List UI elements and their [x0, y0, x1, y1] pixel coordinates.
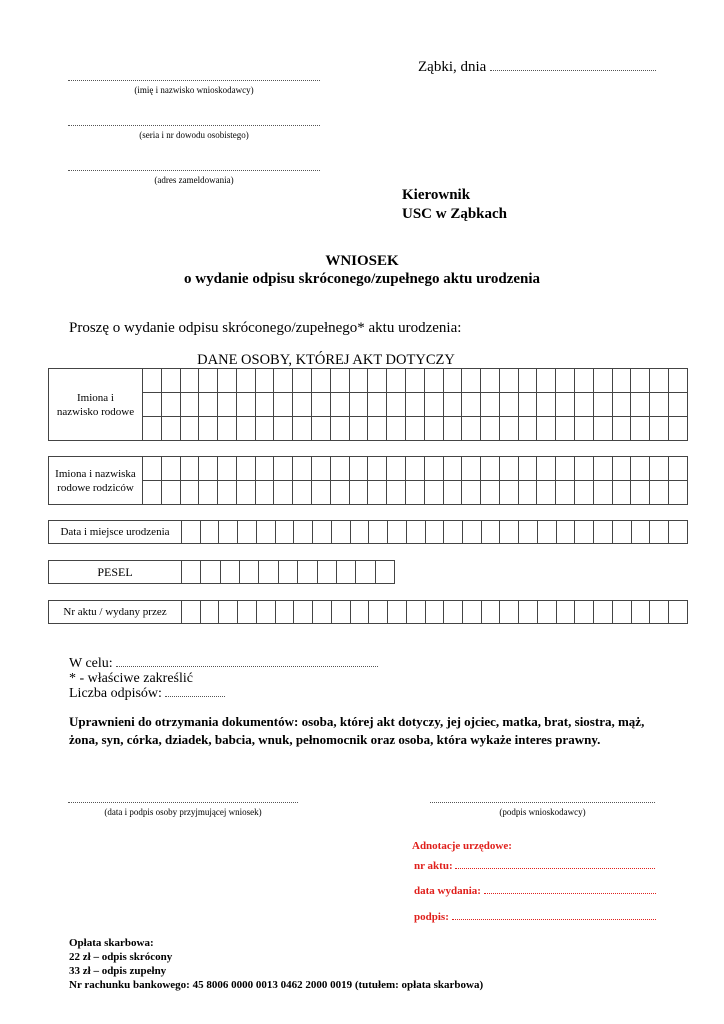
- input-cell[interactable]: [612, 481, 631, 505]
- input-cell[interactable]: [406, 521, 425, 544]
- input-cell[interactable]: [556, 601, 575, 624]
- input-cell[interactable]: [612, 601, 631, 624]
- input-cell[interactable]: [424, 457, 443, 481]
- purpose-label: W celu:: [69, 656, 113, 671]
- input-cell[interactable]: [669, 601, 688, 624]
- input-cell[interactable]: [275, 521, 294, 544]
- input-cell[interactable]: [669, 521, 688, 544]
- id-card-field[interactable]: [68, 125, 320, 126]
- input-cell[interactable]: [180, 369, 199, 393]
- copies-label: Liczba odpisów:: [69, 686, 162, 701]
- input-cell[interactable]: [375, 561, 394, 584]
- input-cell[interactable]: [278, 561, 297, 584]
- input-cell[interactable]: [143, 457, 162, 481]
- input-cell[interactable]: [199, 393, 218, 417]
- receiver-signature-field[interactable]: [68, 802, 298, 803]
- input-cell[interactable]: [575, 601, 594, 624]
- input-cell[interactable]: [180, 457, 199, 481]
- input-cell[interactable]: [182, 561, 201, 584]
- input-cell[interactable]: [294, 521, 313, 544]
- input-cell[interactable]: [199, 457, 218, 481]
- input-cell[interactable]: [312, 393, 331, 417]
- input-cell[interactable]: [180, 393, 199, 417]
- input-cell[interactable]: [143, 481, 162, 505]
- input-cell[interactable]: [668, 481, 687, 505]
- title-line1: WNIOSEK: [325, 253, 399, 269]
- input-cell[interactable]: [349, 481, 368, 505]
- purpose-row: [69, 656, 378, 672]
- input-cell[interactable]: [500, 601, 519, 624]
- stamp-duty-info: [69, 936, 483, 992]
- addressee: [402, 186, 507, 224]
- input-cell[interactable]: [631, 369, 650, 393]
- input-cell[interactable]: [312, 417, 331, 441]
- pesel-grid: [48, 560, 395, 584]
- input-cell[interactable]: [556, 417, 575, 441]
- input-cell[interactable]: [593, 369, 612, 393]
- input-cell[interactable]: [594, 601, 613, 624]
- input-cell[interactable]: [312, 481, 331, 505]
- input-cell[interactable]: [650, 417, 669, 441]
- input-cell[interactable]: [200, 601, 219, 624]
- input-cell[interactable]: [574, 481, 593, 505]
- input-cell[interactable]: [312, 457, 331, 481]
- input-cell[interactable]: [274, 417, 293, 441]
- input-cell[interactable]: [499, 417, 518, 441]
- input-cell[interactable]: [518, 457, 537, 481]
- input-cell[interactable]: [631, 393, 650, 417]
- input-cell[interactable]: [387, 457, 406, 481]
- addressee-line1: Kierownik: [402, 187, 471, 203]
- official-signature-row: podpis:: [414, 911, 656, 923]
- input-cell[interactable]: [236, 457, 255, 481]
- input-cell[interactable]: [650, 393, 669, 417]
- input-cell[interactable]: [424, 481, 443, 505]
- input-cell[interactable]: [481, 457, 500, 481]
- input-cell[interactable]: [424, 369, 443, 393]
- input-cell[interactable]: [462, 369, 481, 393]
- input-cell[interactable]: [537, 417, 556, 441]
- input-cell[interactable]: [388, 601, 407, 624]
- input-cell[interactable]: [631, 417, 650, 441]
- fee-title: Opłata skarbowa:: [69, 937, 154, 949]
- input-cell[interactable]: [368, 457, 387, 481]
- input-cell[interactable]: [405, 369, 424, 393]
- input-cell[interactable]: [255, 457, 274, 481]
- input-cell[interactable]: [218, 457, 237, 481]
- applicant-name-field[interactable]: [68, 80, 320, 81]
- applicant-name-caption: (imię i nazwisko wnioskodawcy): [134, 85, 254, 95]
- input-cell[interactable]: [218, 417, 237, 441]
- input-cell[interactable]: [298, 561, 317, 584]
- fee-short: 22 zł – odpis skrócony: [69, 951, 173, 963]
- address-caption: (adres zameldowania): [154, 175, 234, 185]
- input-cell[interactable]: [612, 393, 631, 417]
- input-cell[interactable]: [631, 457, 650, 481]
- input-cell[interactable]: [255, 393, 274, 417]
- input-cell[interactable]: [499, 457, 518, 481]
- input-cell[interactable]: [574, 417, 593, 441]
- input-cell[interactable]: [556, 369, 575, 393]
- input-cell[interactable]: [350, 521, 369, 544]
- official-act-field[interactable]: [455, 868, 655, 869]
- official-act-row: nr aktu:: [414, 860, 655, 872]
- input-cell[interactable]: [256, 521, 275, 544]
- input-cell[interactable]: [293, 369, 312, 393]
- input-cell[interactable]: [405, 417, 424, 441]
- names-label: Imiona i nazwisko rodowe: [49, 369, 143, 441]
- input-cell[interactable]: [650, 521, 669, 544]
- input-cell[interactable]: [143, 393, 162, 417]
- input-cell[interactable]: [293, 457, 312, 481]
- fee-full: 33 zł – odpis zupełny: [69, 965, 167, 977]
- input-cell[interactable]: [405, 481, 424, 505]
- input-cell[interactable]: [462, 393, 481, 417]
- act-label: Nr aktu / wydany przez: [49, 601, 182, 624]
- input-cell[interactable]: [650, 481, 669, 505]
- date-field[interactable]: [490, 70, 656, 71]
- input-cell[interactable]: [424, 417, 443, 441]
- input-cell[interactable]: [368, 417, 387, 441]
- input-cell[interactable]: [387, 481, 406, 505]
- input-cell[interactable]: [331, 521, 350, 544]
- section-heading: DANE OSOBY, KTÓREJ AKT DOTYCZY: [197, 352, 455, 368]
- input-cell[interactable]: [574, 369, 593, 393]
- input-cell[interactable]: [349, 393, 368, 417]
- input-cell[interactable]: [236, 393, 255, 417]
- input-cell[interactable]: [537, 393, 556, 417]
- input-cell[interactable]: [274, 457, 293, 481]
- input-cell[interactable]: [631, 521, 650, 544]
- input-cell[interactable]: [255, 417, 274, 441]
- input-cell[interactable]: [274, 369, 293, 393]
- input-cell[interactable]: [463, 521, 482, 544]
- applicant-signature-field[interactable]: [430, 802, 655, 803]
- input-cell[interactable]: [356, 561, 375, 584]
- input-cell[interactable]: [462, 457, 481, 481]
- input-cell[interactable]: [537, 601, 556, 624]
- input-cell[interactable]: [650, 369, 669, 393]
- input-cell[interactable]: [180, 417, 199, 441]
- title-line2: o wydanie odpisu skróconego/zupełnego aktu urodzenia: [183, 271, 541, 287]
- birth-label: Data i miejsce urodzenia: [49, 521, 182, 544]
- input-cell[interactable]: [313, 521, 332, 544]
- input-cell[interactable]: [293, 481, 312, 505]
- input-cell[interactable]: [500, 521, 519, 544]
- input-cell[interactable]: [219, 601, 238, 624]
- input-cell[interactable]: [424, 393, 443, 417]
- input-cell[interactable]: [575, 521, 594, 544]
- input-cell[interactable]: [593, 417, 612, 441]
- input-cell[interactable]: [143, 417, 162, 441]
- input-cell[interactable]: [537, 457, 556, 481]
- address-field[interactable]: [68, 170, 320, 171]
- input-cell[interactable]: [443, 457, 462, 481]
- input-cell[interactable]: [443, 393, 462, 417]
- id-card-caption: (seria i nr dowodu osobistego): [139, 130, 249, 140]
- input-cell[interactable]: [236, 481, 255, 505]
- input-cell[interactable]: [499, 481, 518, 505]
- input-cell[interactable]: [161, 369, 180, 393]
- input-cell[interactable]: [463, 601, 482, 624]
- parents-label: Imiona i nazwiska rodowe rodziców: [49, 457, 143, 505]
- input-cell[interactable]: [518, 369, 537, 393]
- input-cell[interactable]: [594, 521, 613, 544]
- input-cell[interactable]: [161, 457, 180, 481]
- input-cell[interactable]: [349, 457, 368, 481]
- input-cell[interactable]: [294, 601, 313, 624]
- input-cell[interactable]: [368, 393, 387, 417]
- input-cell[interactable]: [161, 417, 180, 441]
- input-cell[interactable]: [330, 481, 349, 505]
- input-cell[interactable]: [218, 369, 237, 393]
- addressee-line2: USC w Ząbkach: [402, 206, 508, 222]
- input-cell[interactable]: [462, 481, 481, 505]
- pesel-label: PESEL: [49, 561, 182, 584]
- input-cell[interactable]: [199, 369, 218, 393]
- input-cell[interactable]: [518, 393, 537, 417]
- input-cell[interactable]: [369, 521, 388, 544]
- input-cell[interactable]: [199, 417, 218, 441]
- input-cell[interactable]: [368, 481, 387, 505]
- input-cell[interactable]: [201, 561, 220, 584]
- copies-row: [69, 686, 225, 702]
- receiver-signature-caption: (data i podpis osoby przyjmującej wniosek): [104, 807, 262, 817]
- input-cell[interactable]: [387, 393, 406, 417]
- input-cell[interactable]: [612, 521, 631, 544]
- input-cell[interactable]: [238, 521, 257, 544]
- copies-field[interactable]: [165, 696, 225, 697]
- input-cell[interactable]: [293, 417, 312, 441]
- official-annotations-title: Adnotacje urzędowe:: [412, 840, 512, 852]
- input-cell[interactable]: [236, 417, 255, 441]
- input-cell[interactable]: [368, 369, 387, 393]
- input-cell[interactable]: [255, 481, 274, 505]
- input-cell[interactable]: [574, 393, 593, 417]
- input-cell[interactable]: [369, 601, 388, 624]
- input-cell[interactable]: [236, 369, 255, 393]
- input-cell[interactable]: [650, 457, 669, 481]
- input-cell[interactable]: [387, 369, 406, 393]
- input-cell[interactable]: [182, 601, 201, 624]
- input-cell[interactable]: [274, 393, 293, 417]
- input-cell[interactable]: [556, 481, 575, 505]
- input-cell[interactable]: [462, 417, 481, 441]
- intro-text: Proszę o wydanie odpisu skróconego/zupełnego* aktu urodzenia:: [69, 320, 462, 336]
- city-date-label: Ząbki, dnia: [418, 59, 487, 75]
- input-cell[interactable]: [256, 601, 275, 624]
- input-cell[interactable]: [631, 601, 650, 624]
- input-cell[interactable]: [519, 521, 538, 544]
- input-cell[interactable]: [219, 521, 238, 544]
- input-cell[interactable]: [556, 457, 575, 481]
- input-cell[interactable]: [330, 369, 349, 393]
- input-cell[interactable]: [330, 417, 349, 441]
- input-cell[interactable]: [317, 561, 336, 584]
- input-cell[interactable]: [574, 457, 593, 481]
- input-cell[interactable]: [200, 521, 219, 544]
- input-cell[interactable]: [593, 457, 612, 481]
- parents-grid: [48, 456, 688, 505]
- input-cell[interactable]: [444, 521, 463, 544]
- input-cell[interactable]: [336, 561, 355, 584]
- input-cell[interactable]: [499, 393, 518, 417]
- input-cell[interactable]: [218, 481, 237, 505]
- input-cell[interactable]: [537, 521, 556, 544]
- input-cell[interactable]: [612, 417, 631, 441]
- input-cell[interactable]: [274, 481, 293, 505]
- input-cell[interactable]: [259, 561, 278, 584]
- input-cell[interactable]: [443, 369, 462, 393]
- input-cell[interactable]: [199, 481, 218, 505]
- input-cell[interactable]: [330, 393, 349, 417]
- official-date-field[interactable]: [484, 893, 656, 894]
- input-cell[interactable]: [312, 369, 331, 393]
- input-cell[interactable]: [481, 393, 500, 417]
- applicant-signature-caption: (podpis wnioskodawcy): [499, 807, 586, 817]
- input-cell[interactable]: [481, 369, 500, 393]
- input-cell[interactable]: [518, 417, 537, 441]
- strike-note: * - właściwe zakreślić: [69, 671, 193, 686]
- input-cell[interactable]: [388, 521, 407, 544]
- input-cell[interactable]: [425, 601, 444, 624]
- input-cell[interactable]: [556, 393, 575, 417]
- input-cell[interactable]: [593, 393, 612, 417]
- input-cell[interactable]: [218, 393, 237, 417]
- input-cell[interactable]: [556, 521, 575, 544]
- input-cell[interactable]: [406, 601, 425, 624]
- input-cell[interactable]: [631, 481, 650, 505]
- input-cell[interactable]: [405, 457, 424, 481]
- input-cell[interactable]: [481, 521, 500, 544]
- input-cell[interactable]: [481, 417, 500, 441]
- input-cell[interactable]: [612, 369, 631, 393]
- input-cell[interactable]: [275, 601, 294, 624]
- input-cell[interactable]: [349, 417, 368, 441]
- input-cell[interactable]: [481, 601, 500, 624]
- input-cell[interactable]: [238, 601, 257, 624]
- input-cell[interactable]: [443, 417, 462, 441]
- input-cell[interactable]: [668, 393, 687, 417]
- input-cell[interactable]: [180, 481, 199, 505]
- document-title: [0, 252, 724, 288]
- input-cell[interactable]: [481, 481, 500, 505]
- input-cell[interactable]: [612, 457, 631, 481]
- input-cell[interactable]: [537, 481, 556, 505]
- official-date-row: data wydania:: [414, 885, 656, 897]
- input-cell[interactable]: [255, 369, 274, 393]
- input-cell[interactable]: [240, 561, 259, 584]
- input-cell[interactable]: [387, 417, 406, 441]
- act-grid: [48, 600, 688, 624]
- input-cell[interactable]: [350, 601, 369, 624]
- purpose-field[interactable]: [116, 666, 378, 667]
- input-cell[interactable]: [518, 481, 537, 505]
- birth-grid: [48, 520, 688, 544]
- input-cell[interactable]: [220, 561, 239, 584]
- bank-account: Nr rachunku bankowego: 45 8006 0000 0013 0462 2000 0019 (tutułem: opłata skarbowa): [69, 979, 484, 991]
- input-cell[interactable]: [499, 369, 518, 393]
- input-cell[interactable]: [668, 457, 687, 481]
- input-cell[interactable]: [161, 393, 180, 417]
- input-cell[interactable]: [425, 521, 444, 544]
- input-cell[interactable]: [593, 481, 612, 505]
- input-cell[interactable]: [443, 481, 462, 505]
- input-cell[interactable]: [349, 369, 368, 393]
- input-cell[interactable]: [313, 601, 332, 624]
- city-date: [418, 59, 656, 76]
- input-cell[interactable]: [444, 601, 463, 624]
- input-cell[interactable]: [650, 601, 669, 624]
- names-grid: [48, 368, 688, 441]
- input-cell[interactable]: [293, 393, 312, 417]
- input-cell[interactable]: [668, 417, 687, 441]
- input-cell[interactable]: [331, 601, 350, 624]
- entitled-persons-note: Uprawnieni do otrzymania dokumentów: osoba, której akt dotyczy, jej ojciec, matka, brat, siostra, mąż, żona, syn, córka, dziadek, babcia, wnuk, pełnomocnik oraz osoba, która wykaże interes prawny.: [69, 714, 645, 747]
- input-cell[interactable]: [668, 369, 687, 393]
- input-cell[interactable]: [519, 601, 538, 624]
- input-cell[interactable]: [161, 481, 180, 505]
- input-cell[interactable]: [405, 393, 424, 417]
- input-cell[interactable]: [330, 457, 349, 481]
- input-cell[interactable]: [143, 369, 162, 393]
- input-cell[interactable]: [182, 521, 201, 544]
- input-cell[interactable]: [537, 369, 556, 393]
- official-signature-field[interactable]: [452, 919, 656, 920]
